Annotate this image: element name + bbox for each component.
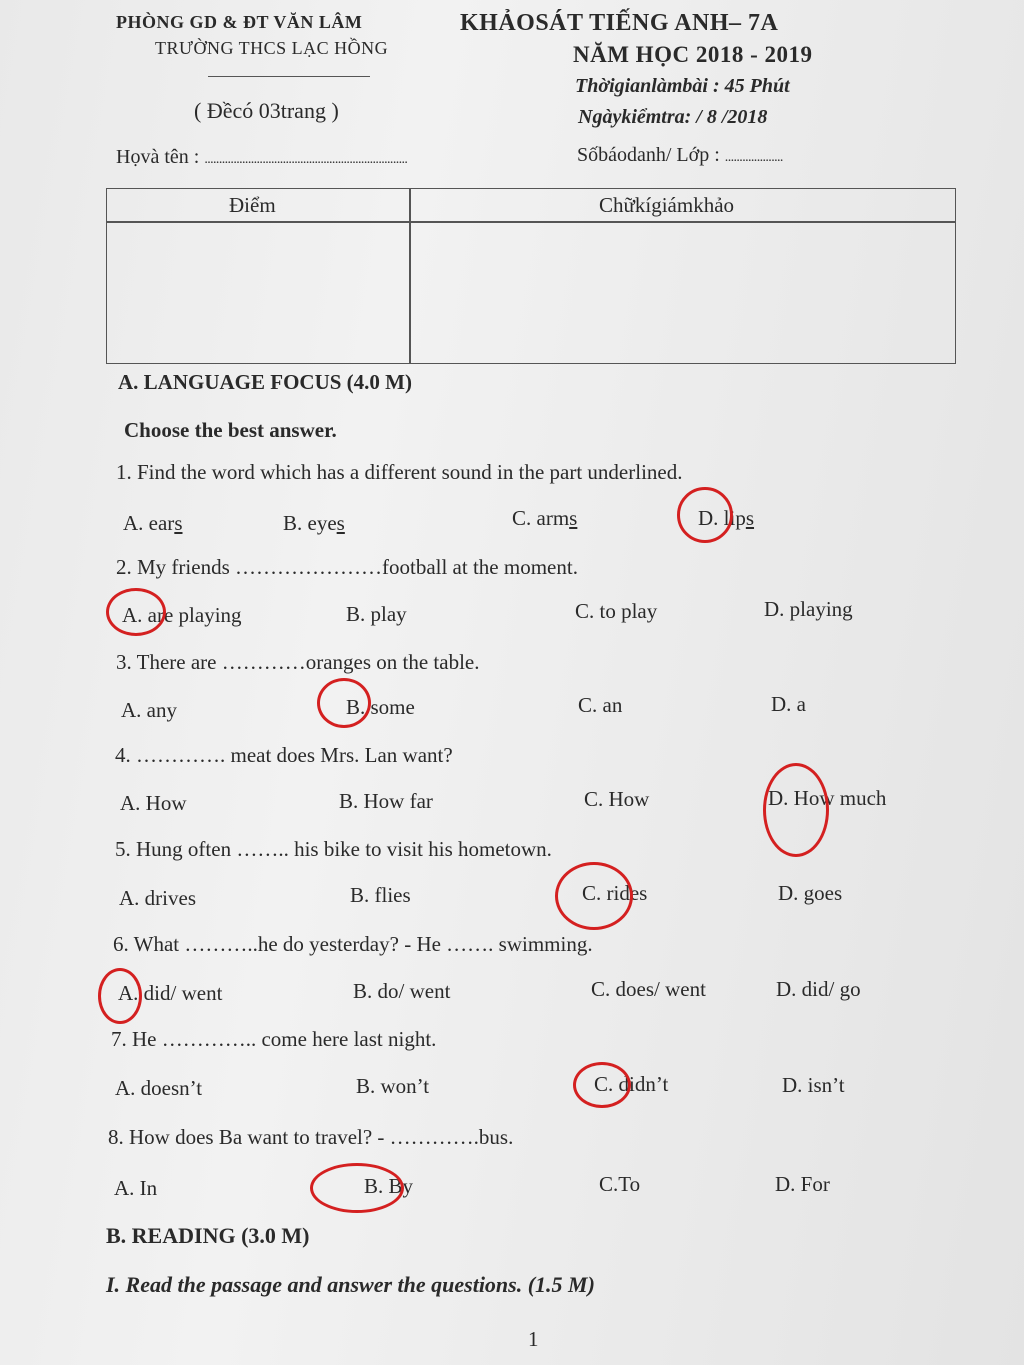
department-name: PHÒNG GD & ĐT VĂN LÂM (116, 12, 363, 32)
answer-mark-q8 (310, 1163, 404, 1213)
name-dots: ...................................................................... (204, 152, 408, 167)
name-field (116, 146, 407, 169)
q3-option-c: C. an (578, 693, 623, 717)
answer-mark-q7 (573, 1062, 631, 1108)
q1-option-c: C. arms (512, 506, 578, 530)
answer-mark-q5 (555, 862, 633, 930)
q1-option-b: B. eyes (283, 511, 345, 535)
q6-option-a: A. did/ went (118, 981, 223, 1005)
q6-option-c: C. does/ went (591, 977, 706, 1001)
q3-option-d: D. a (771, 692, 806, 716)
q6-option-d: D. did/ go (776, 977, 861, 1001)
q2-option-c: C. to play (575, 599, 658, 623)
q5-option-c: C. rides (582, 881, 648, 905)
id-dots: .................... (724, 150, 783, 165)
q4-option-b: B. How far (339, 789, 433, 813)
q5-option-d: D. goes (778, 881, 843, 905)
q3-option-b: B. some (346, 695, 415, 719)
q6-option-b: B. do/ went (353, 979, 451, 1003)
score-header: Điểm (229, 193, 276, 217)
exam-date: Ngàykiểmtra: / 8 /2018 (578, 106, 768, 128)
q5-option-b: B. flies (350, 883, 411, 907)
q7-option-a: A. doesn’t (115, 1076, 203, 1100)
q5-option-a: A. drives (119, 886, 196, 910)
id-label: Sốbáodanh/ Lớp : (577, 144, 720, 166)
page-number: 1 (528, 1327, 539, 1351)
id-field (577, 144, 783, 167)
question-6: 6. What ………..he do yesterday? - He ……. swimming. (113, 932, 593, 956)
question-3: 3. There are …………oranges on the table. (116, 650, 480, 674)
q8-option-c: C.To (599, 1172, 641, 1196)
page-count: ( Đềcó 03trang ) (194, 98, 339, 123)
q8-option-d: D. For (775, 1172, 830, 1196)
exam-title: KHẢOSÁT TIẾNG ANH– 7A (460, 10, 779, 36)
answer-mark-q3 (317, 678, 371, 728)
school-name: TRƯỜNG THCS LẠC HỒNG (155, 38, 389, 58)
question-8: 8. How does Ba want to travel? - ………….bus. (108, 1125, 514, 1149)
examiner-signature-header: Chữkígiámkhảo (599, 193, 735, 217)
q2-option-a: A. are playing (122, 603, 242, 627)
answer-mark-q4 (763, 763, 829, 857)
exam-duration: Thờigianlàmbài : 45 Phút (575, 75, 790, 97)
q8-option-b: B. By (364, 1174, 414, 1198)
section-a-heading: A. LANGUAGE FOCUS (4.0 M) (118, 370, 412, 394)
q4-option-c: C. How (584, 787, 650, 811)
question-2: 2. My friends …………………football at the moment. (116, 555, 578, 579)
header-divider (208, 76, 370, 77)
table-column-divider (409, 189, 411, 363)
section-a-instruction: Choose the best answer. (124, 418, 337, 442)
score-table (106, 188, 956, 364)
answer-mark-q6 (98, 968, 142, 1024)
answer-mark-q1 (677, 487, 733, 543)
section-b-heading: B. READING (3.0 M) (106, 1223, 310, 1248)
q7-option-b: B. won’t (356, 1074, 430, 1098)
table-row-divider (107, 221, 955, 223)
q2-option-b: B. play (346, 602, 407, 626)
q1-option-a: A. ears (123, 511, 183, 535)
section-b-subheading: I. Read the passage and answer the questions. (1.5 M) (106, 1272, 595, 1297)
q3-option-a: A. any (121, 698, 177, 722)
q4-option-a: A. How (120, 791, 187, 815)
q7-option-c: C. didn’t (594, 1072, 669, 1096)
question-5: 5. Hung often …….. his bike to visit his hometown. (115, 837, 552, 861)
q4-option-d: D. How much (768, 786, 887, 810)
question-1: 1. Find the word which has a different sound in the part underlined. (116, 460, 683, 484)
q8-option-a: A. In (114, 1176, 158, 1200)
q7-option-d: D. isn’t (782, 1073, 845, 1097)
q1-option-d: D. lips (698, 506, 755, 530)
question-7: 7. He ………….. come here last night. (111, 1027, 437, 1051)
q2-option-d: D. playing (764, 597, 853, 621)
answer-mark-q2 (106, 588, 166, 636)
school-year: NĂM HỌC 2018 - 2019 (573, 42, 813, 67)
name-label: Họvà tên : (116, 146, 200, 168)
question-4: 4. …………. meat does Mrs. Lan want? (115, 743, 453, 767)
